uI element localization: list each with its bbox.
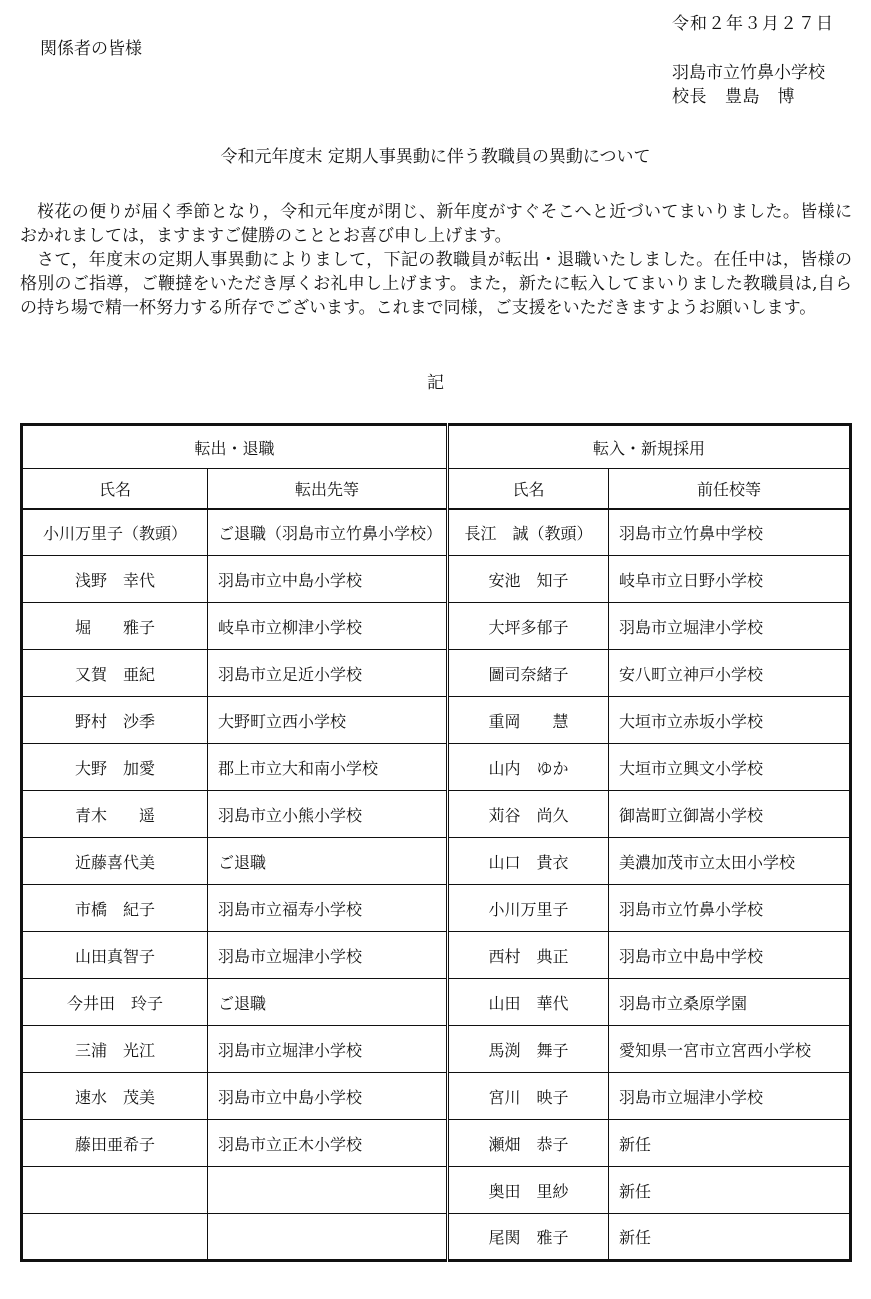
col-header-out-name: 氏名: [22, 469, 208, 509]
in-previous-school-cell: 羽島市立堀津小学校: [609, 603, 851, 650]
out-name-cell: 野村 沙季: [22, 697, 208, 744]
out-name-cell: 三浦 光江: [22, 1026, 208, 1073]
transfer-table: [20, 423, 852, 1262]
table-row: [22, 791, 851, 838]
in-previous-school-cell: 新任: [609, 1167, 851, 1214]
out-destination-cell: 大野町立西小学校: [208, 697, 448, 744]
table-row: [22, 1167, 851, 1214]
out-destination-cell: 羽島市立堀津小学校: [208, 932, 448, 979]
table-row: [22, 744, 851, 791]
body-paragraph-2: さて，年度末の定期人事異動によりまして，下記の教職員が転出・退職いたしました。在任中は，皆様の格別のご指導，ご鞭撻をいただき厚くお礼申し上げます。また，新たに転入してまいりました教職員は,自らの持ち場で精一杯努力する所存でございます。これまで同様，ご支援をいただきますようお願いします。: [20, 250, 852, 318]
out-name-cell: 浅野 幸代: [22, 556, 208, 603]
in-name-cell: 苅谷 尚久: [448, 791, 609, 838]
document-date: 令和２年３月２７日: [672, 14, 834, 34]
in-name-cell: 馬渕 舞子: [448, 1026, 609, 1073]
group-header-row: [22, 425, 851, 469]
out-destination-cell: 羽島市立福寿小学校: [208, 885, 448, 932]
out-destination-cell: ご退職: [208, 979, 448, 1026]
in-name-cell: 奥田 里紗: [448, 1167, 609, 1214]
out-destination-cell: 郡上市立大和南小学校: [208, 744, 448, 791]
table-row: [22, 979, 851, 1026]
in-name-cell: 圖司奈緒子: [448, 650, 609, 697]
in-previous-school-cell: 御嵩町立御嵩小学校: [609, 791, 851, 838]
in-previous-school-cell: 美濃加茂市立太田小学校: [609, 838, 851, 885]
out-name-cell: 速水 茂美: [22, 1073, 208, 1120]
in-previous-school-cell: 大垣市立興文小学校: [609, 744, 851, 791]
table-row: [22, 650, 851, 697]
group-out-header: 転出・退職: [22, 425, 448, 469]
table-row: [22, 697, 851, 744]
out-destination-cell: ご退職（羽島市立竹鼻小学校）: [208, 509, 448, 556]
in-name-cell: 小川万里子: [448, 885, 609, 932]
out-destination-cell: ご退職: [208, 838, 448, 885]
table-row: [22, 1073, 851, 1120]
col-header-in-name: 氏名: [448, 469, 609, 509]
out-name-cell: 近藤喜代美: [22, 838, 208, 885]
table-row: [22, 838, 851, 885]
principal-title: 校長: [672, 87, 707, 107]
out-name-cell: 堀 雅子: [22, 603, 208, 650]
ki-marker: 記: [427, 373, 444, 393]
table-row: [22, 556, 851, 603]
in-previous-school-cell: 大垣市立赤坂小学校: [609, 697, 851, 744]
in-name-cell: 長江 誠（教頭）: [448, 509, 609, 556]
in-previous-school-cell: 安八町立神戸小学校: [609, 650, 851, 697]
out-name-cell: 小川万里子（教頭）: [22, 509, 208, 556]
column-header-row: [22, 469, 851, 509]
body-text: [20, 200, 852, 320]
in-previous-school-cell: 愛知県一宮市立宮西小学校: [609, 1026, 851, 1073]
out-destination-cell: 羽島市立小熊小学校: [208, 791, 448, 838]
table-row: [22, 603, 851, 650]
out-name-cell: 今井田 玲子: [22, 979, 208, 1026]
out-destination-cell: [208, 1167, 448, 1214]
table-row: [22, 932, 851, 979]
in-name-cell: 山内 ゆか: [448, 744, 609, 791]
in-name-cell: 尾関 雅子: [448, 1214, 609, 1261]
out-name-cell: 山田真智子: [22, 932, 208, 979]
in-name-cell: 宮川 映子: [448, 1073, 609, 1120]
out-destination-cell: 羽島市立中島小学校: [208, 1073, 448, 1120]
body-paragraph-1: 桜花の便りが届く季節となり，令和元年度が閉じ、新年度がすぐそこへと近づいてまいりました。皆様におかれましては，ますますご健勝のこととお喜び申し上げます。: [20, 202, 852, 246]
out-name-cell: [22, 1214, 208, 1261]
principal-line: [672, 82, 795, 107]
out-destination-cell: 羽島市立正木小学校: [208, 1120, 448, 1167]
in-name-cell: 安池 知子: [448, 556, 609, 603]
in-previous-school-cell: 新任: [609, 1120, 851, 1167]
group-in-header: 転入・新規採用: [448, 425, 851, 469]
school-name: 羽島市立竹鼻小学校: [672, 63, 825, 83]
out-destination-cell: 羽島市立中島小学校: [208, 556, 448, 603]
principal-name: 豊島 博: [725, 87, 795, 107]
in-previous-school-cell: 羽島市立中島中学校: [609, 932, 851, 979]
out-name-cell: 大野 加愛: [22, 744, 208, 791]
in-previous-school-cell: 羽島市立堀津小学校: [609, 1073, 851, 1120]
out-name-cell: [22, 1167, 208, 1214]
col-header-out-dest: 転出先等: [208, 469, 448, 509]
document-title: 令和元年度末 定期人事異動に伴う教職員の異動について: [220, 147, 651, 167]
out-destination-cell: [208, 1214, 448, 1261]
in-previous-school-cell: 羽島市立竹鼻小学校: [609, 885, 851, 932]
out-destination-cell: 羽島市立堀津小学校: [208, 1026, 448, 1073]
table-row: [22, 885, 851, 932]
in-previous-school-cell: 岐阜市立日野小学校: [609, 556, 851, 603]
in-name-cell: 瀬畑 恭子: [448, 1120, 609, 1167]
in-name-cell: 山口 貴衣: [448, 838, 609, 885]
addressee: 関係者の皆様: [40, 39, 142, 59]
out-name-cell: 青木 遥: [22, 791, 208, 838]
in-previous-school-cell: 新任: [609, 1214, 851, 1261]
in-previous-school-cell: 羽島市立竹鼻中学校: [609, 509, 851, 556]
col-header-in-prev: 前任校等: [609, 469, 851, 509]
out-destination-cell: 羽島市立足近小学校: [208, 650, 448, 697]
in-previous-school-cell: 羽島市立桑原学園: [609, 979, 851, 1026]
in-name-cell: 重岡 慧: [448, 697, 609, 744]
table-row: [22, 509, 851, 556]
out-name-cell: 又賀 亜紀: [22, 650, 208, 697]
out-name-cell: 市橋 紀子: [22, 885, 208, 932]
in-name-cell: 大坪多郁子: [448, 603, 609, 650]
table-row: [22, 1026, 851, 1073]
in-name-cell: 山田 華代: [448, 979, 609, 1026]
table-row: [22, 1214, 851, 1261]
out-name-cell: 藤田亜希子: [22, 1120, 208, 1167]
out-destination-cell: 岐阜市立柳津小学校: [208, 603, 448, 650]
table-row: [22, 1120, 851, 1167]
in-name-cell: 西村 典正: [448, 932, 609, 979]
